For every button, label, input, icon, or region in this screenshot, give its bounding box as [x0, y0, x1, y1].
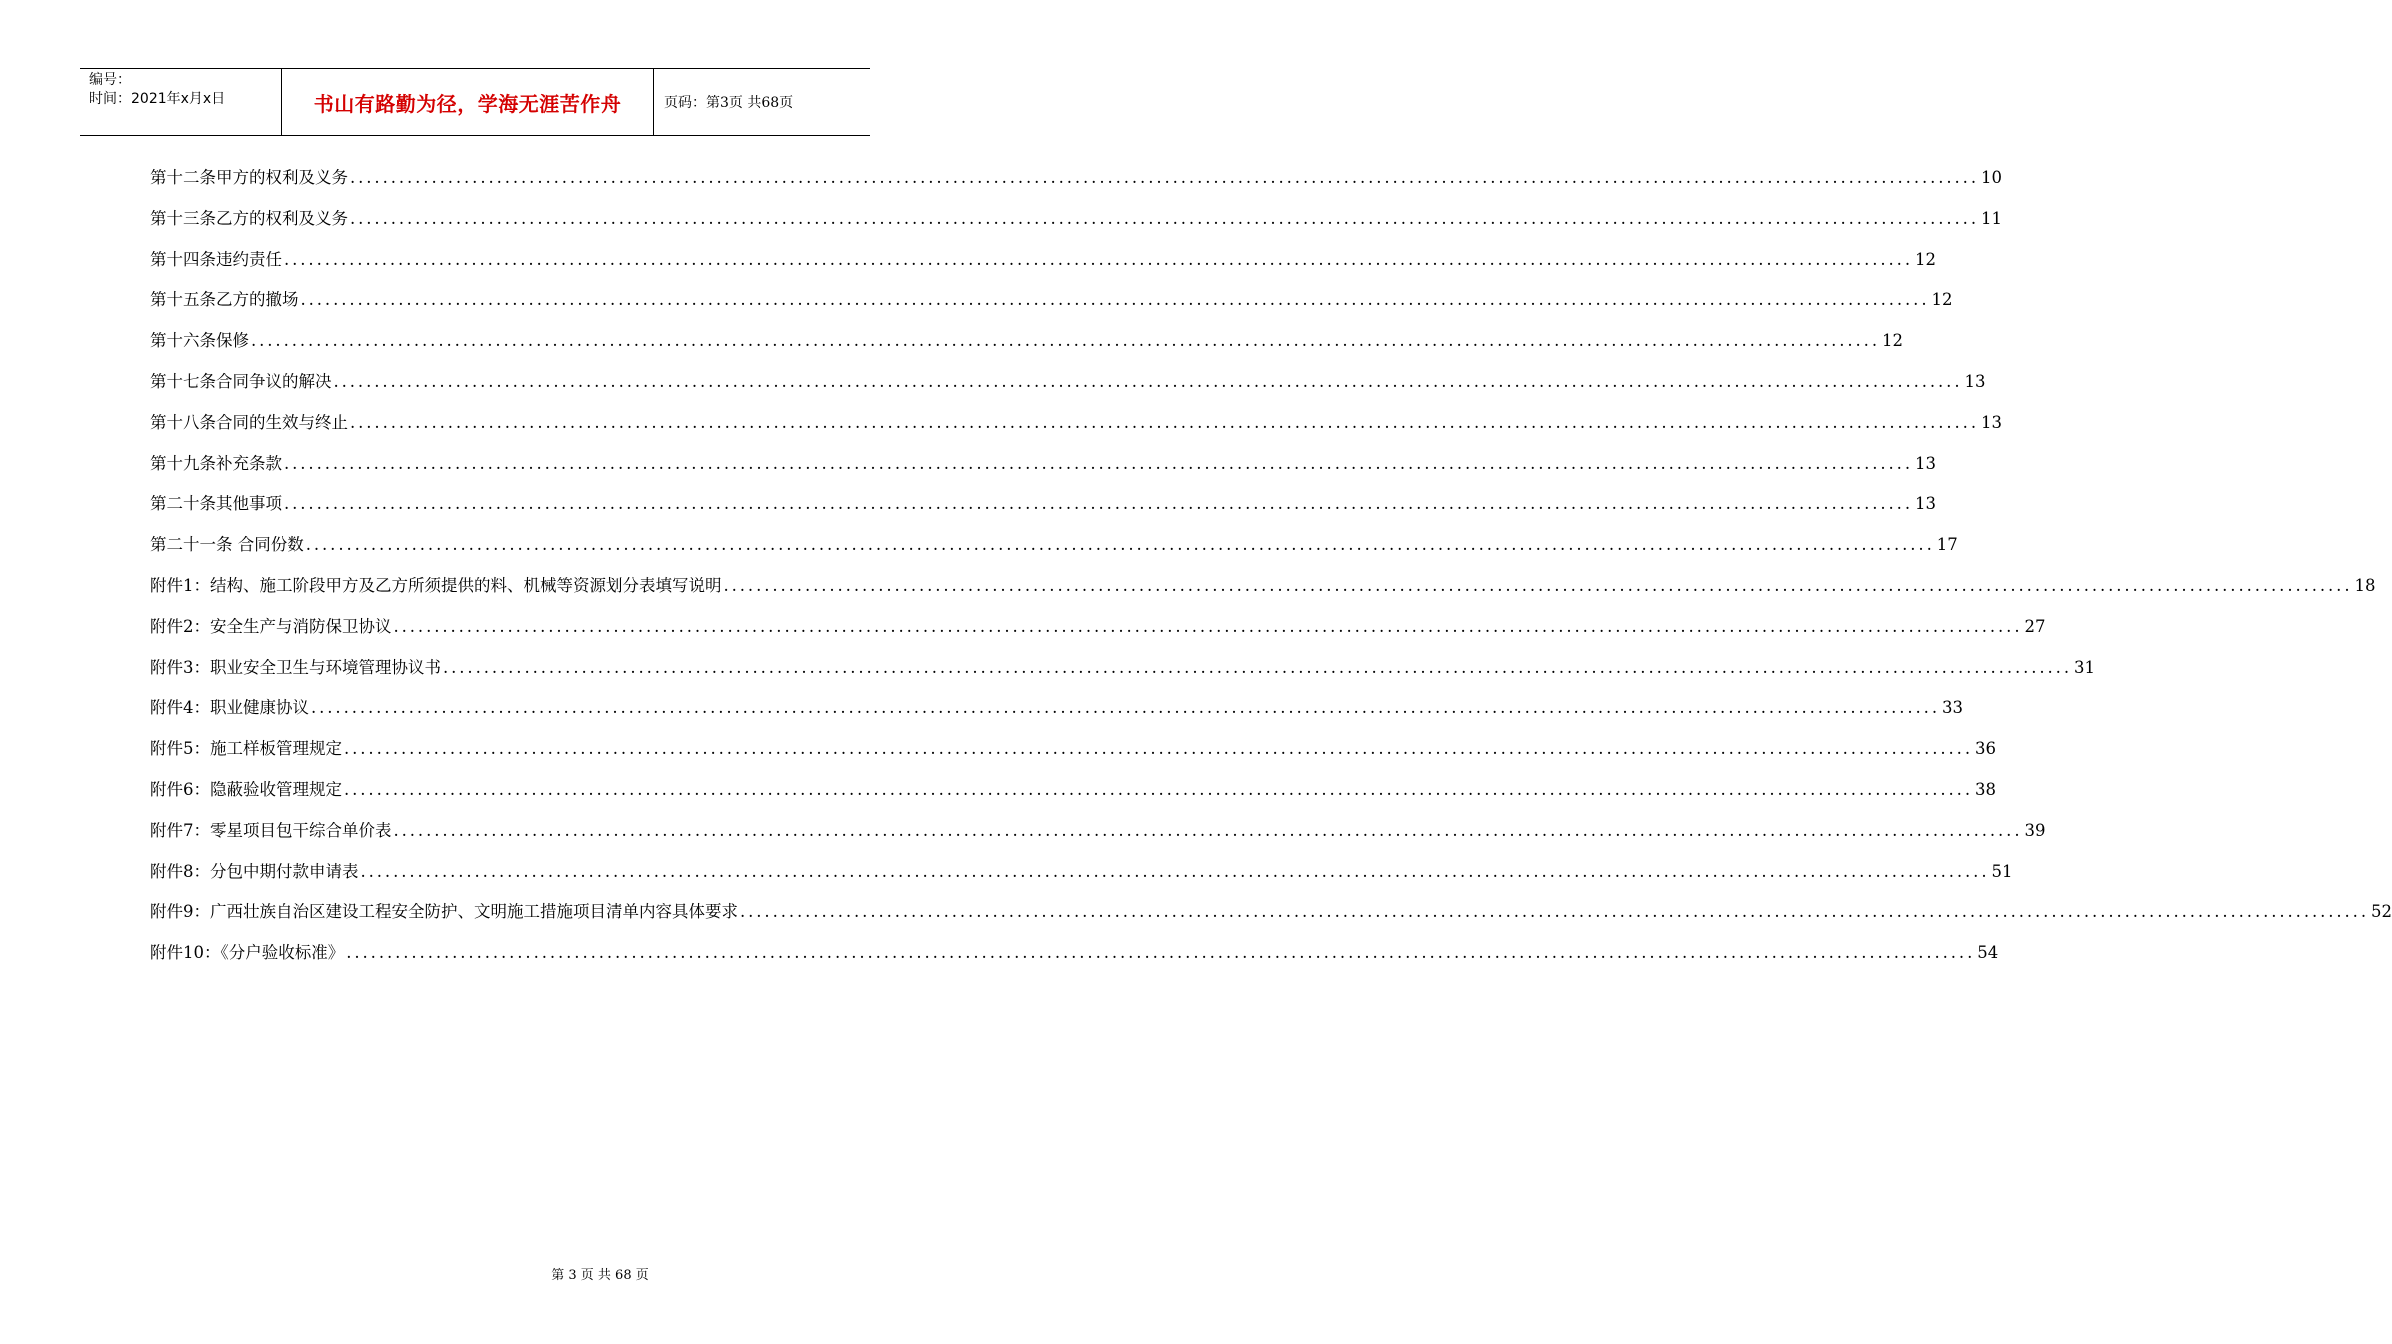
toc-dot-leader: ........................................................................................................................................................................................................	[740, 902, 2369, 922]
toc-dot-leader: ........................................................................................................................................................................................................	[300, 290, 1930, 310]
toc-entry-title: 附件9：广西壮族自治区建设工程安全防护、文明施工措施项目清单内容具体要求	[150, 902, 738, 922]
toc-entry-title: 第十二条甲方的权利及义务	[150, 168, 348, 187]
toc-entry-title: 附件8：分包中期付款申请表	[150, 861, 359, 881]
page-header	[80, 68, 870, 136]
toc-entry[interactable]	[150, 164, 2002, 205]
toc-entry[interactable]	[150, 735, 1996, 776]
toc-entry-title: 第十三条乙方的权利及义务	[150, 208, 348, 228]
toc-entry[interactable]	[150, 205, 2002, 246]
toc-entry-page: 51	[1991, 861, 2013, 881]
toc-entry-page: 33	[1941, 698, 1963, 718]
toc-dot-leader: ........................................................................................................................................................................................................	[350, 412, 1979, 432]
toc-entry[interactable]	[150, 572, 2376, 613]
toc-entry-page: 18	[2354, 575, 2376, 595]
toc-entry-title: 第十四条违约责任	[150, 249, 282, 269]
page-footer: 第 3 页 共 68 页	[551, 1268, 649, 1283]
toc-entry-title: 第二十一条 合同份数	[150, 535, 304, 555]
header-meta	[80, 69, 282, 135]
toc-entry[interactable]	[150, 858, 2013, 899]
toc-entry[interactable]	[150, 490, 1936, 531]
document-time-label: 时间：2021年x月x日	[89, 91, 226, 107]
toc-dot-leader: ........................................................................................................................................................................................................	[346, 943, 1976, 963]
toc-entry-title: 第十七条合同争议的解决	[150, 371, 332, 391]
toc-entry-title: 附件5：施工样板管理规定	[150, 739, 342, 759]
document-number-label: 编号：	[89, 72, 131, 88]
toc-entry-page: 39	[2024, 820, 2046, 840]
toc-entry-page: 38	[1974, 779, 1996, 799]
toc-dot-leader: ........................................................................................................................................................................................................	[350, 208, 1979, 228]
toc-dot-leader: ........................................................................................................................................................................................................	[393, 616, 2023, 636]
toc-entry[interactable]	[150, 450, 1936, 491]
toc-dot-leader: ........................................................................................................................................................................................................	[393, 820, 2023, 840]
toc-entry[interactable]	[150, 817, 2046, 858]
toc-entry-page: 12	[1881, 331, 1903, 351]
toc-entry-page: 17	[1936, 535, 1958, 555]
toc-entry[interactable]	[150, 939, 1999, 980]
toc-entry[interactable]	[150, 694, 1963, 735]
toc-entry-title: 第十九条补充条款	[150, 453, 282, 473]
toc-entry-page: 10	[1980, 168, 2002, 187]
toc-dot-leader: ........................................................................................................................................................................................................	[443, 657, 2072, 677]
toc-dot-leader: ........................................................................................................................................................................................................	[344, 779, 1973, 799]
toc-entry-page: 13	[1914, 453, 1936, 473]
toc-entry-title: 附件2：安全生产与消防保卫协议	[150, 616, 392, 636]
toc-entry-title: 附件1：结构、施工阶段甲方及乙方所须提供的料、机械等资源划分表填写说明	[150, 575, 722, 595]
toc-entry-title: 第二十条其他事项	[150, 494, 282, 514]
toc-entry[interactable]	[150, 286, 1953, 327]
header-page-info: 页码：第3页 共68页	[664, 95, 794, 111]
toc-entry[interactable]	[150, 409, 2002, 450]
toc-entry-page: 52	[2370, 902, 2392, 922]
toc-dot-leader: ........................................................................................................................................................................................................	[360, 861, 1990, 881]
toc-entry-title: 第十八条合同的生效与终止	[150, 412, 348, 432]
header-motto: 书山有路勤为径，学海无涯苦作舟	[282, 69, 654, 135]
toc-entry[interactable]	[150, 368, 1986, 409]
toc-entry-page: 36	[1974, 739, 1996, 759]
toc-dot-leader: ........................................................................................................................................................................................................	[251, 331, 1880, 351]
toc-dot-leader: ........................................................................................................................................................................................................	[350, 168, 1979, 187]
toc-dot-leader: ........................................................................................................................................................................................................	[305, 535, 1935, 555]
toc-entry-page: 13	[1914, 494, 1936, 514]
toc-entry[interactable]	[150, 531, 1958, 572]
toc-entry[interactable]	[150, 654, 2095, 695]
toc-dot-leader: ........................................................................................................................................................................................................	[311, 698, 1940, 718]
toc-entry-title: 附件10：《分户验收标准》	[150, 943, 345, 963]
toc-entry-title: 附件7：零星项目包干综合单价表	[150, 820, 392, 840]
toc-dot-leader: ........................................................................................................................................................................................................	[344, 739, 1973, 759]
table-of-contents	[150, 164, 2392, 980]
toc-entry-title: 附件6：隐蔽验收管理规定	[150, 779, 342, 799]
toc-entry-title: 附件3：职业安全卫生与环境管理协议书	[150, 657, 441, 677]
toc-entry[interactable]	[150, 898, 2392, 939]
toc-dot-leader: ........................................................................................................................................................................................................	[284, 249, 1913, 269]
toc-entry-page: 54	[1977, 943, 1999, 963]
toc-entry[interactable]	[150, 613, 2046, 654]
toc-entry[interactable]	[150, 776, 1996, 817]
toc-dot-leader: ........................................................................................................................................................................................................	[723, 575, 2353, 595]
toc-entry[interactable]	[150, 327, 1903, 368]
toc-entry-title: 附件4：职业健康协议	[150, 698, 309, 718]
toc-dot-leader: ........................................................................................................................................................................................................	[333, 371, 1963, 391]
toc-dot-leader: ........................................................................................................................................................................................................	[284, 494, 1913, 514]
toc-entry-page: 11	[1980, 208, 2002, 228]
toc-entry-page: 12	[1914, 249, 1936, 269]
toc-entry-page: 13	[1980, 412, 2002, 432]
toc-entry[interactable]	[150, 246, 1936, 287]
toc-entry-title: 第十五条乙方的撤场	[150, 290, 299, 310]
toc-entry-page: 31	[2073, 657, 2095, 677]
toc-entry-page: 13	[1964, 371, 1986, 391]
toc-entry-page: 12	[1931, 290, 1953, 310]
toc-entry-page: 27	[2024, 616, 2046, 636]
toc-dot-leader: ........................................................................................................................................................................................................	[284, 453, 1913, 473]
toc-entry-title: 第十六条保修	[150, 331, 249, 351]
